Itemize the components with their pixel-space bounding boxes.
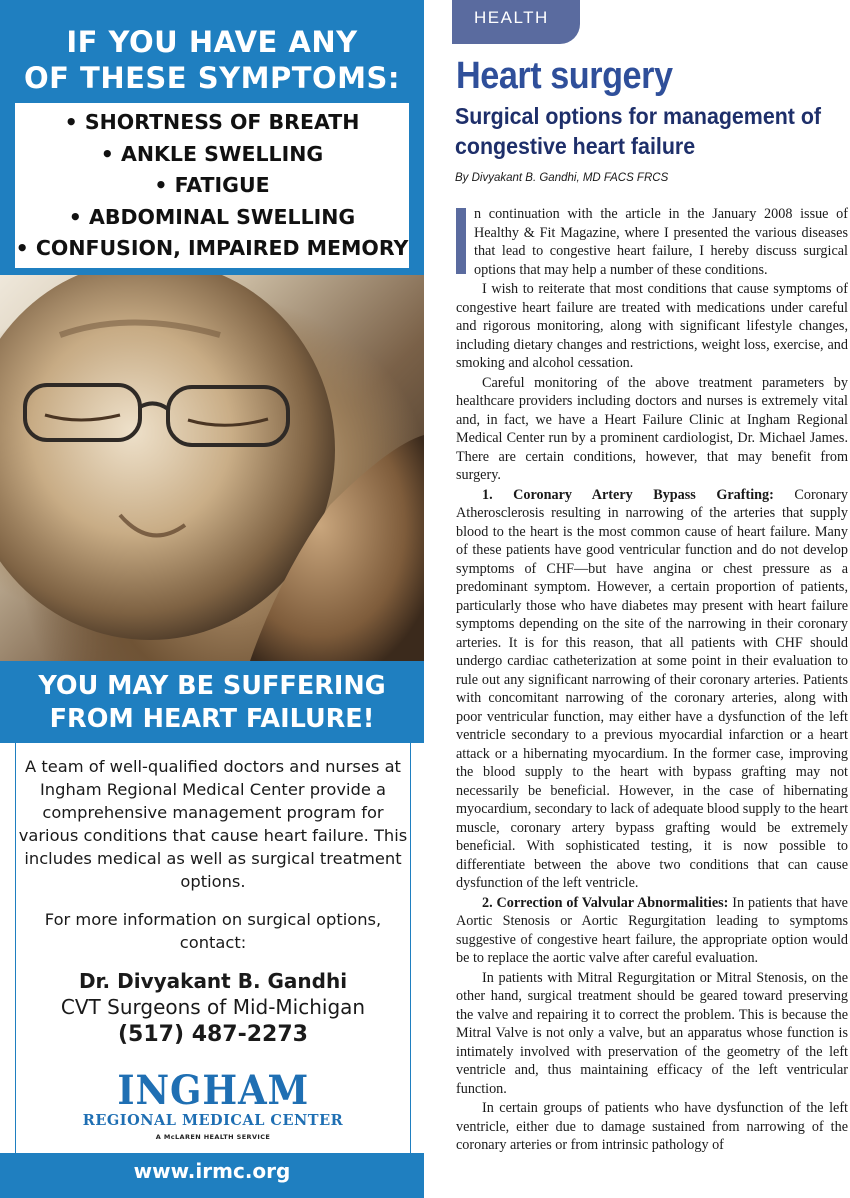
paragraph-lead: 2. Correction of Valvular Abnormalities:: [482, 894, 729, 911]
symptom-item: • SHORTNESS OF BREATH: [64, 110, 360, 134]
article-paragraph: [456, 205, 848, 279]
paragraph-text: I wish to reiterate that most conditions that cause symptoms of congestive heart failure are treated with medications under careful and rigorous monitoring, along with significant lifestyle changes, including dietary changes and restrictions, weight loss, exercise, and smoking and alcohol cessation.: [456, 281, 848, 371]
drop-cap-bar: [456, 208, 466, 274]
article-subtitle: Surgical options for management of congestive heart failure: [455, 103, 822, 159]
warning-banner: [0, 661, 424, 743]
paragraph-text: Careful monitoring of the above treatment parameters by healthcare providers including doctors and nurses is extremely vital and, in fact, we have a Heart Failure Clinic at Ingham Regional Medical Center run by a prominent cardiologist, Dr. Michael James. There are certain conditions, however, that may benefit from surgery.: [456, 374, 848, 483]
symptom-item: • FATIGUE: [154, 173, 270, 197]
article-title: Heart surgery: [456, 55, 673, 97]
symptom-box: [15, 103, 409, 268]
warning-line: FROM HEART FAILURE!: [49, 704, 375, 734]
ad-headline-line: OF THESE SYMPTOMS:: [24, 61, 400, 95]
paragraph-text: n continuation with the article in the January 2008 issue of Healthy & Fit Magazine, where I presented the various diseases that lead to congestive heart failure, I hereby discuss surgical options that may help a number of these conditions.: [474, 206, 848, 278]
doctor-name: Dr. Divyakant B. Gandhi: [78, 969, 348, 993]
ad-body: [15, 743, 411, 1153]
article-paragraph: [456, 969, 848, 1099]
symptom-list: [15, 103, 409, 265]
heart-failure-ad: [0, 0, 424, 1198]
article-paragraph: [456, 374, 848, 485]
section-tab: [452, 0, 580, 44]
paragraph-lead: 1. Coronary Artery Bypass Grafting:: [482, 486, 774, 503]
article-paragraph: [456, 894, 848, 968]
section-label: HEALTH: [474, 8, 549, 27]
website-link[interactable]: www.irmc.org: [133, 1159, 291, 1183]
symptom-item: • ANKLE SWELLING: [100, 141, 324, 166]
warning-line: YOU MAY BE SUFFERING: [38, 671, 386, 701]
article-byline: By Divyakant B. Gandhi, MD FACS FRCS: [455, 172, 669, 184]
logo-subtitle: REGIONAL MEDICAL CENTER: [82, 1112, 344, 1129]
article-paragraph: [456, 280, 848, 373]
logo-tagline: A McLAREN HEALTH SERVICE: [155, 1133, 271, 1141]
warning-text: [0, 661, 424, 736]
paragraph-text: In patients that have Aortic Stenosis or Aortic Regurgitation leading to symptoms suggestive of congestive heart failure, the appropriate option would be to replace the aortic valve after careful evaluation.: [456, 894, 848, 966]
article-paragraph: [456, 486, 848, 893]
photo-illustration: [0, 275, 424, 661]
paragraph-text: Coronary Atherosclerosis resulting in narrowing of the arteries that supply blood to the heart is the most common cause of heart failure. Many of these patients have good ventricular function and do not develop symptoms of CHF—but have angina or chest pressure as a predominant symptom. However, a certain proportion of patients, particularly those who have diabetes may present with heart failure symptoms depending on the site of the narrowing in their coronary arteries. It is for this reason, that all patients with CHF should undergo cardiac catheterization at some point in their evaluation to rule out any significant narrowing of their coronary arteries. Patients with concomitant narrowing of the coronary arteries, along with poor ventricular function, may either have a dysfunction of the left ventricle secondary to a previous myocardial infarction or a heart attack or a hibernating myocardium. In the former case, improving the blood supply to the heart with bypass grafting may not necessarily be beneficial. However, in the case of hibernating myocardium, secondary to lack of adequate blood supply to the heart muscle, coronary artery bypass grafting would be extremely beneficial. With sophisticated testing, it is now possible to differentiate between the above two conditions that can cause dysfunction of the left ventricle.: [456, 486, 849, 891]
ad-description: A team of well-qualified doctors and nurses at Ingham Regional Medical Center provide a comprehensive management program for various conditions that cause heart failure. This includes medical as well as surgical treatment options.: [18, 757, 408, 891]
ad-headline: [0, 24, 424, 96]
ad-footer: [0, 1153, 424, 1198]
symptom-item: • CONFUSION, IMPAIRED MEMORY: [15, 236, 409, 260]
ingham-logo: [16, 1067, 410, 1144]
phone-number[interactable]: (517) 487-2273: [118, 1022, 308, 1047]
contact-prompt: For more information on surgical options, contact:: [44, 910, 382, 952]
article-body: [456, 205, 848, 1156]
article-paragraph: [456, 1099, 848, 1155]
ad-headline-line: IF YOU HAVE ANY: [66, 25, 358, 59]
symptom-item: • ABDOMINAL SWELLING: [68, 204, 356, 229]
ad-top-banner: [0, 0, 424, 275]
paragraph-text: In certain groups of patients who have dysfunction of the left ventricle, either due to damage sustained from narrowing of the coronary arteries or from intrinsic pathology of: [456, 1100, 848, 1153]
practice-name: CVT Surgeons of Mid-Michigan: [60, 995, 366, 1019]
paragraph-text: In patients with Mitral Regurgitation or Mitral Stenosis, on the other hand, surgical treatment should be geared toward preserving the valve and repairing it to correct the problem. This is because the Mitral Valve is not only a valve, but an apparatus whose function is intimately involved with preservation of the geometry of the left ventricle and, thus maintaining efficacy of the left ventricular function.: [456, 969, 848, 1097]
article: [440, 0, 850, 1198]
logo-name: INGHAM: [117, 1067, 309, 1114]
man-with-glasses-photo: [0, 275, 424, 661]
